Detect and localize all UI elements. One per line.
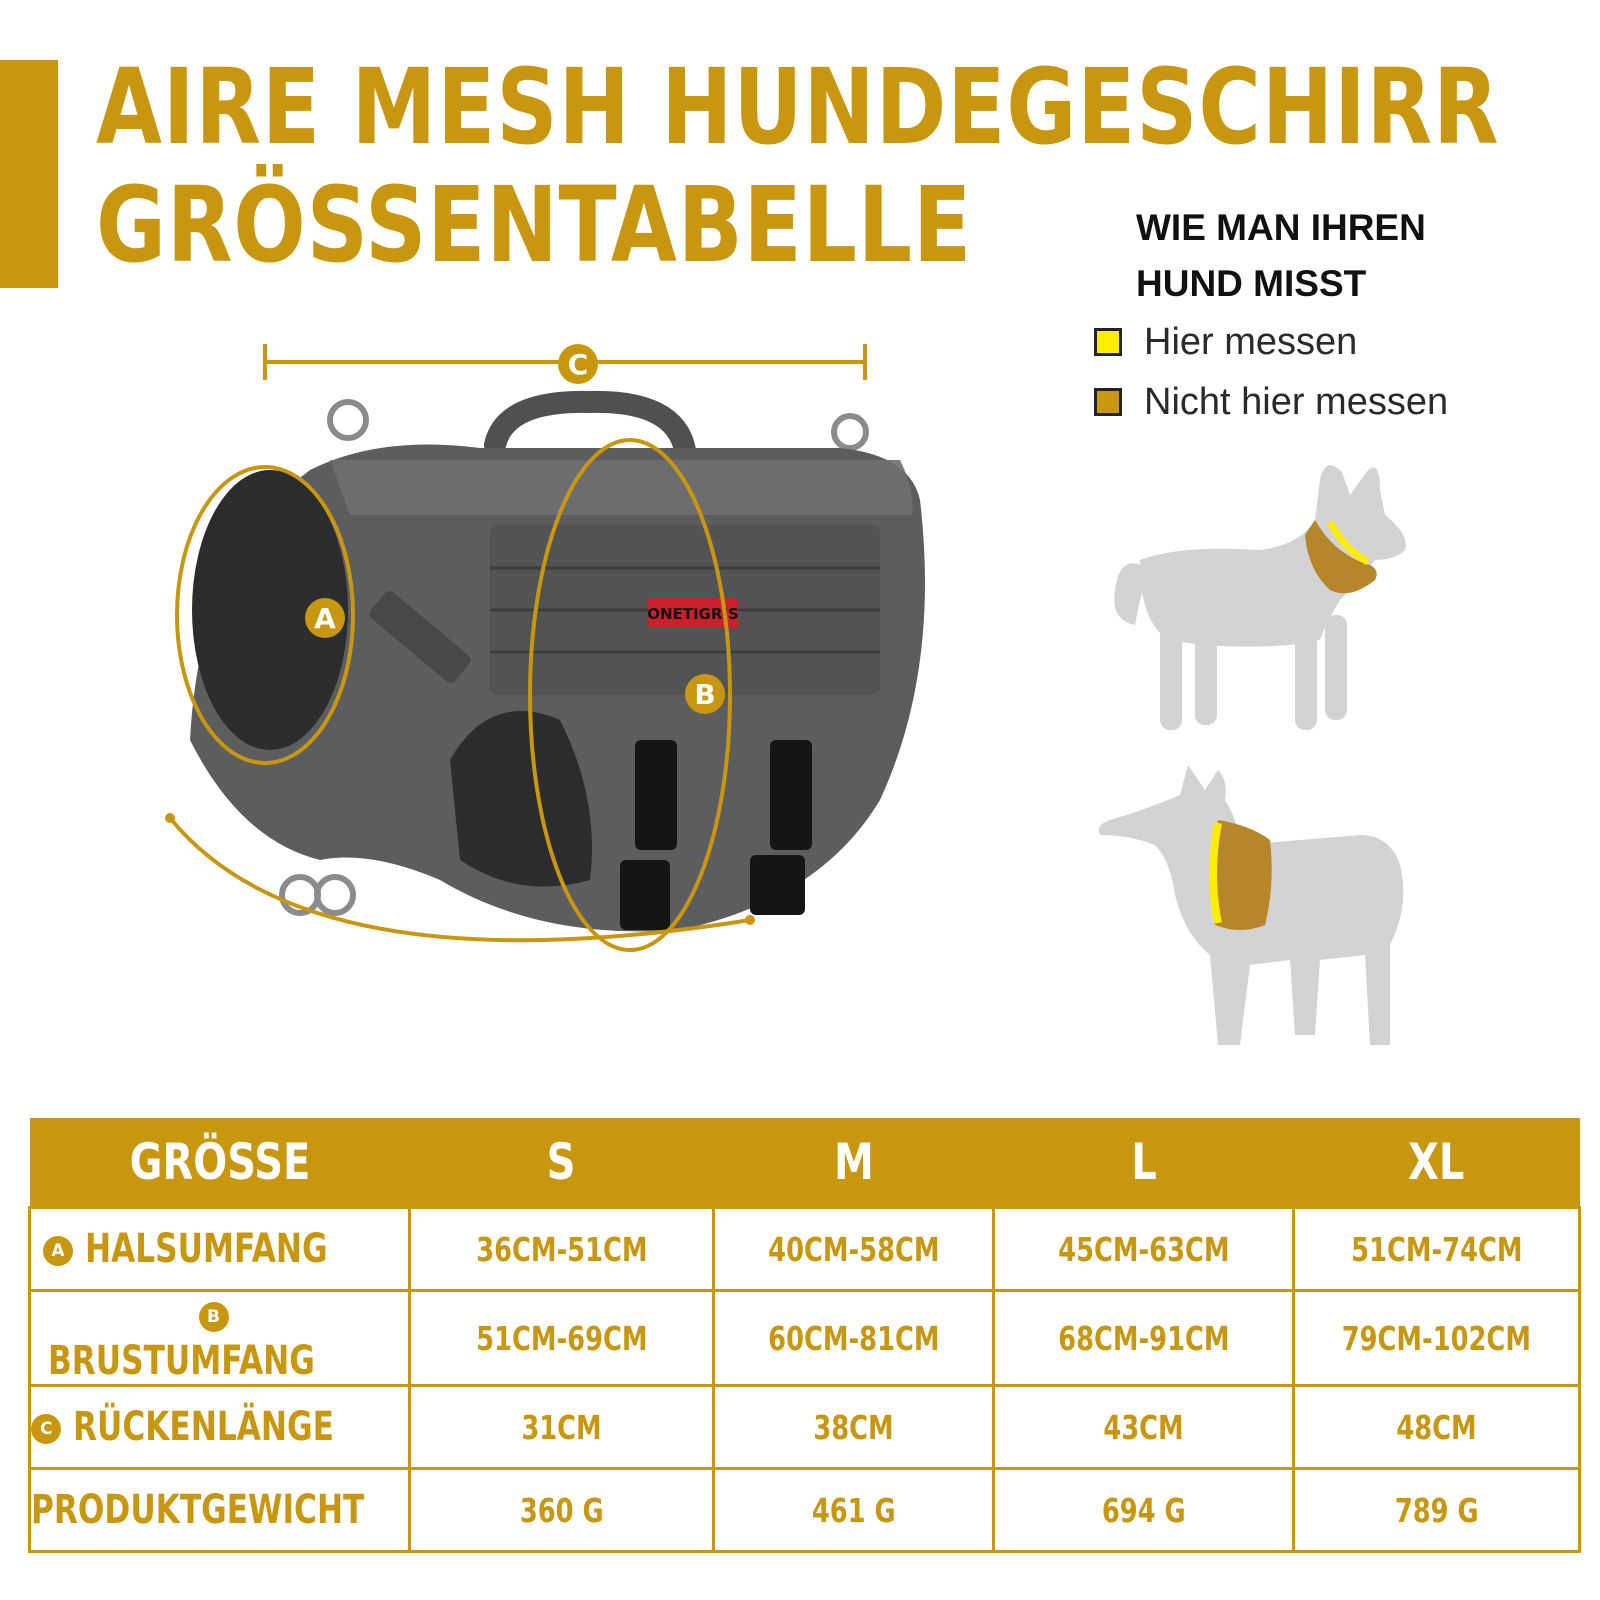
svg-text:A: A xyxy=(314,602,336,635)
table-cell: 79CM-102CM xyxy=(1294,1291,1580,1386)
svg-text:B: B xyxy=(694,678,716,711)
yellow-swatch-icon xyxy=(1094,328,1122,356)
table-cell: 51CM-74CM xyxy=(1294,1208,1580,1291)
table-cell: 694 G xyxy=(994,1469,1294,1552)
how-to-line-2: HUND MISST xyxy=(1136,263,1367,304)
d-ring-icon xyxy=(834,416,866,448)
badge-b-icon: B xyxy=(199,1302,229,1332)
table-cell: 461 G xyxy=(714,1469,994,1552)
column-header-s: S xyxy=(410,1118,714,1208)
title-accent-bar xyxy=(0,60,58,288)
row-label-chest: BBRUSTUMFANG xyxy=(30,1291,410,1386)
legend-item-do-not-measure xyxy=(1094,382,1448,422)
table-row-chest xyxy=(30,1291,1580,1386)
table-cell: 60CM-81CM xyxy=(714,1291,994,1386)
table-cell: 68CM-91CM xyxy=(994,1291,1294,1386)
handle-icon xyxy=(495,402,685,450)
d-ring-icon xyxy=(317,877,353,913)
row-label-back-length: C RÜCKENLÄNGE xyxy=(30,1386,410,1469)
table-cell: 43CM xyxy=(994,1386,1294,1469)
table-cell: 36CM-51CM xyxy=(410,1208,714,1291)
legend-label: Nicht hier messen xyxy=(1144,380,1449,423)
harness-illustration xyxy=(160,340,940,1020)
table-cell: 51CM-69CM xyxy=(410,1291,714,1386)
buckle-icon xyxy=(620,860,670,930)
column-header-xl: XL xyxy=(1294,1118,1580,1208)
table-row-neck xyxy=(30,1208,1580,1291)
badge-c-icon: C xyxy=(31,1414,61,1444)
svg-text:C: C xyxy=(567,348,589,381)
badge-a-icon: A xyxy=(43,1236,73,1266)
table-cell: 789 G xyxy=(1294,1469,1580,1552)
buckle-icon xyxy=(750,855,805,915)
dog-chest-measure-illustration xyxy=(1090,765,1420,1055)
brand-tag-text: ONETIGRIS xyxy=(647,605,739,623)
buckle-icon xyxy=(635,740,677,850)
table-cell: 31CM xyxy=(410,1386,714,1469)
buckle-icon xyxy=(770,740,812,850)
d-ring-icon xyxy=(330,402,366,438)
title-line-2: GRÖSSENTABELLE xyxy=(96,164,973,286)
row-label-weight: PRODUKTGEWICHT xyxy=(30,1469,410,1552)
how-to-measure-heading xyxy=(1136,200,1536,312)
table-row-back-length xyxy=(30,1386,1580,1469)
table-cell: 360 G xyxy=(410,1469,714,1552)
column-header-size: GRÖSSE xyxy=(30,1118,410,1208)
title-line-1: AIRE MESH HUNDEGESCHIRR xyxy=(96,46,1500,168)
legend-label: Hier messen xyxy=(1144,320,1358,363)
table-cell: 38CM xyxy=(714,1386,994,1469)
dog-neck-measure-illustration xyxy=(1110,450,1410,740)
size-table xyxy=(28,1118,1581,1553)
column-header-m: M xyxy=(714,1118,994,1208)
column-header-l: L xyxy=(994,1118,1294,1208)
table-cell: 48CM xyxy=(1294,1386,1580,1469)
row-label-neck: A HALSUMFANG xyxy=(30,1208,410,1291)
how-to-line-1: WIE MAN IHREN xyxy=(1136,207,1426,248)
table-cell: 45CM-63CM xyxy=(994,1208,1294,1291)
gold-swatch-icon xyxy=(1094,388,1122,416)
table-row-weight xyxy=(30,1469,1580,1552)
table-cell: 40CM-58CM xyxy=(714,1208,994,1291)
table-header-row xyxy=(30,1118,1580,1208)
legend-item-measure-here xyxy=(1094,322,1357,362)
